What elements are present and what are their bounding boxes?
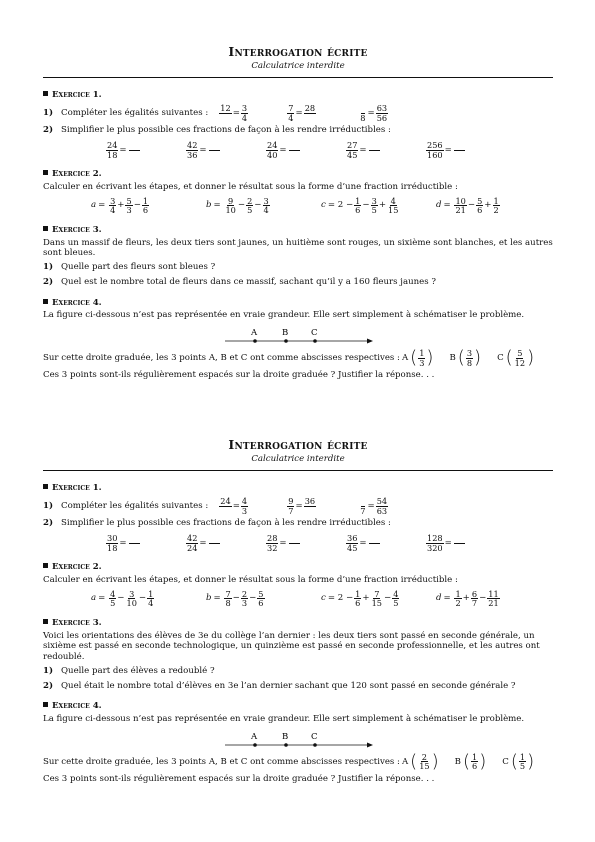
exercise-heading: Exercice 1. bbox=[43, 483, 553, 494]
exercise-text: Voici les orientations des élèves de 3e du collège l’an dernier : les deux tiers sont passé en seconde générale, un sixième est passé en seconde technologique, un quinzième est passé en seconde professionnelle, et les autres ont redoublé. bbox=[43, 630, 540, 663]
expressions bbox=[43, 197, 553, 215]
exercise-heading: Exercice 4. bbox=[43, 298, 553, 309]
square-bullet-icon bbox=[43, 619, 48, 624]
divider bbox=[43, 77, 553, 78]
fraction-item: $\frac{27}{45}$ = bbox=[345, 141, 425, 159]
equality: $\frac{7}{4}$ = 28 bbox=[288, 103, 316, 123]
point-a bbox=[253, 743, 257, 747]
equality: 8 = $\frac{63}{56}$ bbox=[360, 103, 388, 123]
expression-d: d = $\frac{10}{21}$ − $\frac{5}{6}$ + $\frac{1}{2}$ bbox=[436, 195, 499, 216]
fraction-item: $\frac{24}{40}$ = bbox=[265, 141, 345, 159]
exercise-text: Calculer en écrivant les étapes, et donner le résultat sous la forme d’une fraction irréductible : bbox=[43, 182, 458, 192]
test-top bbox=[43, 44, 553, 381]
exercise-heading: Exercice 4. bbox=[43, 701, 553, 712]
point-a bbox=[253, 339, 257, 343]
point-c bbox=[313, 743, 317, 747]
question: 1) Compléter les égalités suivantes : 12 = $\frac{3}{4}$ $\frac{7}{4}$ = 28 8 = $\frac{63}{56}$ bbox=[43, 103, 388, 123]
expression-c: c = 2 − $\frac{1}{6}$ − $\frac{3}{5}$ + $\frac{4}{15}$ bbox=[321, 195, 399, 216]
expressions bbox=[43, 590, 553, 608]
equality: 12 = $\frac{3}{4}$ bbox=[220, 103, 248, 123]
number-line bbox=[225, 327, 375, 347]
point-b bbox=[284, 339, 288, 343]
square-bullet-icon bbox=[43, 91, 48, 96]
square-bullet-icon bbox=[43, 170, 48, 175]
label-c: C bbox=[311, 731, 318, 742]
expression-b: b = $\frac{7}{8}$ − $\frac{2}{3}$ − $\frac{5}{6}$ bbox=[206, 588, 264, 609]
question: 2) Simplifier le plus possible ces fractions de façon à les rendre irréductibles : bbox=[43, 518, 391, 529]
abscissas: Sur cette droite graduée, les 3 points A, B et C ont comme abscisses respectives : A ( $\frac{2}{15}$ ) B ( $\frac{1}{6}$ ) C ( $\frac{1}{5}$ ) bbox=[43, 750, 535, 772]
square-bullet-icon bbox=[43, 484, 48, 489]
expression-a: a = $\frac{3}{4}$ + $\frac{5}{3}$ − $\frac{1}{6}$ bbox=[91, 195, 149, 216]
fraction-item: $\frac{42}{24}$ = bbox=[185, 534, 265, 552]
equalities bbox=[218, 497, 389, 515]
question: 2) Simplifier le plus possible ces fractions de façon à les rendre irréductibles : bbox=[43, 125, 391, 136]
expression-a: a = $\frac{4}{5}$ − $\frac{3}{10}$ − $\frac{1}{4}$ bbox=[91, 588, 154, 609]
label-b: B bbox=[282, 731, 289, 742]
abscissa-a: A ( $\frac{1}{3}$ ) bbox=[401, 347, 434, 369]
arrow-icon bbox=[367, 742, 373, 747]
fraction-item: $\frac{30}{18}$ = bbox=[105, 534, 185, 552]
label-b: B bbox=[282, 328, 289, 339]
label-a: A bbox=[251, 731, 258, 742]
divider bbox=[43, 470, 553, 471]
abscissa-b: B ( $\frac{1}{6}$ ) bbox=[454, 750, 487, 772]
square-bullet-icon bbox=[43, 563, 48, 568]
fraction-item: $\frac{128}{320}$ = bbox=[425, 534, 505, 552]
label-c: C bbox=[311, 328, 318, 339]
fractions-to-simplify bbox=[43, 141, 553, 159]
abscissa-b: B ( $\frac{3}{8}$ ) bbox=[449, 347, 482, 369]
exercise-question: Ces 3 points sont-ils régulièrement espacés sur la droite graduée ? Justifier la réponse. . . bbox=[43, 774, 435, 785]
expression-d: d = $\frac{1}{2}$ + $\frac{6}{7}$ − $\frac{11}{21}$ bbox=[436, 588, 499, 609]
abscissa-c: C ( $\frac{5}{12}$ ) bbox=[497, 347, 535, 369]
exercise-heading: Exercice 2. bbox=[43, 562, 553, 573]
fraction-item: $\frac{24}{18}$ = bbox=[105, 141, 185, 159]
exercise-question: Ces 3 points sont-ils régulièrement espacés sur la droite graduée ? Justifier la réponse. . . bbox=[43, 370, 435, 381]
test-bottom bbox=[43, 437, 553, 785]
exercise-heading: Exercice 3. bbox=[43, 618, 553, 629]
question: 1) Quelle part des fleurs sont bleues ? bbox=[43, 262, 216, 273]
fraction-item: $\frac{36}{45}$ = bbox=[345, 534, 425, 552]
arrow-icon bbox=[367, 339, 373, 344]
exercise-text: Calculer en écrivant les étapes, et donner le résultat sous la forme d’une fraction irréductible : bbox=[43, 575, 458, 585]
point-b bbox=[284, 743, 288, 747]
equality: $\frac{9}{7}$ = 36 bbox=[288, 496, 316, 516]
page-subtitle: Calculatrice interdite bbox=[251, 453, 345, 464]
exercise-heading: Exercice 3. bbox=[43, 225, 553, 236]
fractions-to-simplify bbox=[43, 534, 553, 552]
equalities bbox=[218, 104, 389, 122]
question: 1) Compléter les égalités suivantes : 24 = $\frac{4}{3}$ $\frac{9}{7}$ = 36 7 = $\frac{54}{63}$ bbox=[43, 496, 388, 516]
equality: 24 = $\frac{4}{3}$ bbox=[220, 496, 248, 516]
exercise-heading: Exercice 1. bbox=[43, 90, 553, 101]
fraction-item: $\frac{42}{36}$ = bbox=[185, 141, 265, 159]
abscissa-a: A ( $\frac{2}{15}$ ) bbox=[401, 750, 439, 772]
fraction-item: $\frac{256}{160}$ = bbox=[425, 141, 505, 159]
page-subtitle: Calculatrice interdite bbox=[251, 60, 345, 71]
expression-c: c = 2 − $\frac{1}{6}$ + $\frac{7}{15}$ − $\frac{4}{5}$ bbox=[321, 588, 399, 609]
question: 2) Quel est le nombre total de fleurs dans ce massif, sachant qu’il y a 160 fleurs jaunes ? bbox=[43, 276, 436, 287]
abscissa-c: C ( $\frac{1}{5}$ ) bbox=[502, 750, 535, 772]
exercise-text: Dans un massif de fleurs, les deux tiers sont jaunes, un huitième sont rouges, un sixième sont blanches, et les autres sont bleues. bbox=[43, 237, 553, 259]
square-bullet-icon bbox=[43, 702, 48, 707]
question: 1) Quelle part des élèves a redoublé ? bbox=[43, 665, 215, 676]
page-title: Interrogation écrite bbox=[228, 437, 368, 452]
square-bullet-icon bbox=[43, 226, 48, 231]
exercise-text: La figure ci-dessous n’est pas représentée en vraie grandeur. Elle sert simplement à schématiser le problème. bbox=[43, 714, 525, 725]
fraction-item: $\frac{28}{32}$ = bbox=[265, 534, 345, 552]
number-line bbox=[225, 731, 375, 751]
square-bullet-icon bbox=[43, 299, 48, 304]
exercise-heading: Exercice 2. bbox=[43, 169, 553, 180]
equality: 7 = $\frac{54}{63}$ bbox=[360, 496, 388, 516]
point-c bbox=[313, 339, 317, 343]
expression-b: b = $\frac{9}{10}$ − $\frac{2}{5}$ − $\frac{3}{4}$ bbox=[206, 195, 269, 216]
page-title: Interrogation écrite bbox=[228, 44, 368, 59]
abscissas: Sur cette droite graduée, les 3 points A, B et C ont comme abscisses respectives : A ( $\frac{1}{3}$ ) B ( $\frac{3}{8}$ ) C ( $\frac{5}{12}$ ) bbox=[43, 347, 535, 369]
exercise-text: La figure ci-dessous n’est pas représentée en vraie grandeur. Elle sert simplement à schématiser le problème. bbox=[43, 310, 525, 321]
question: 2) Quel était le nombre total d’élèves en 3e l’an dernier sachant que 120 sont passé en seconde générale ? bbox=[43, 680, 516, 691]
label-a: A bbox=[251, 328, 258, 339]
